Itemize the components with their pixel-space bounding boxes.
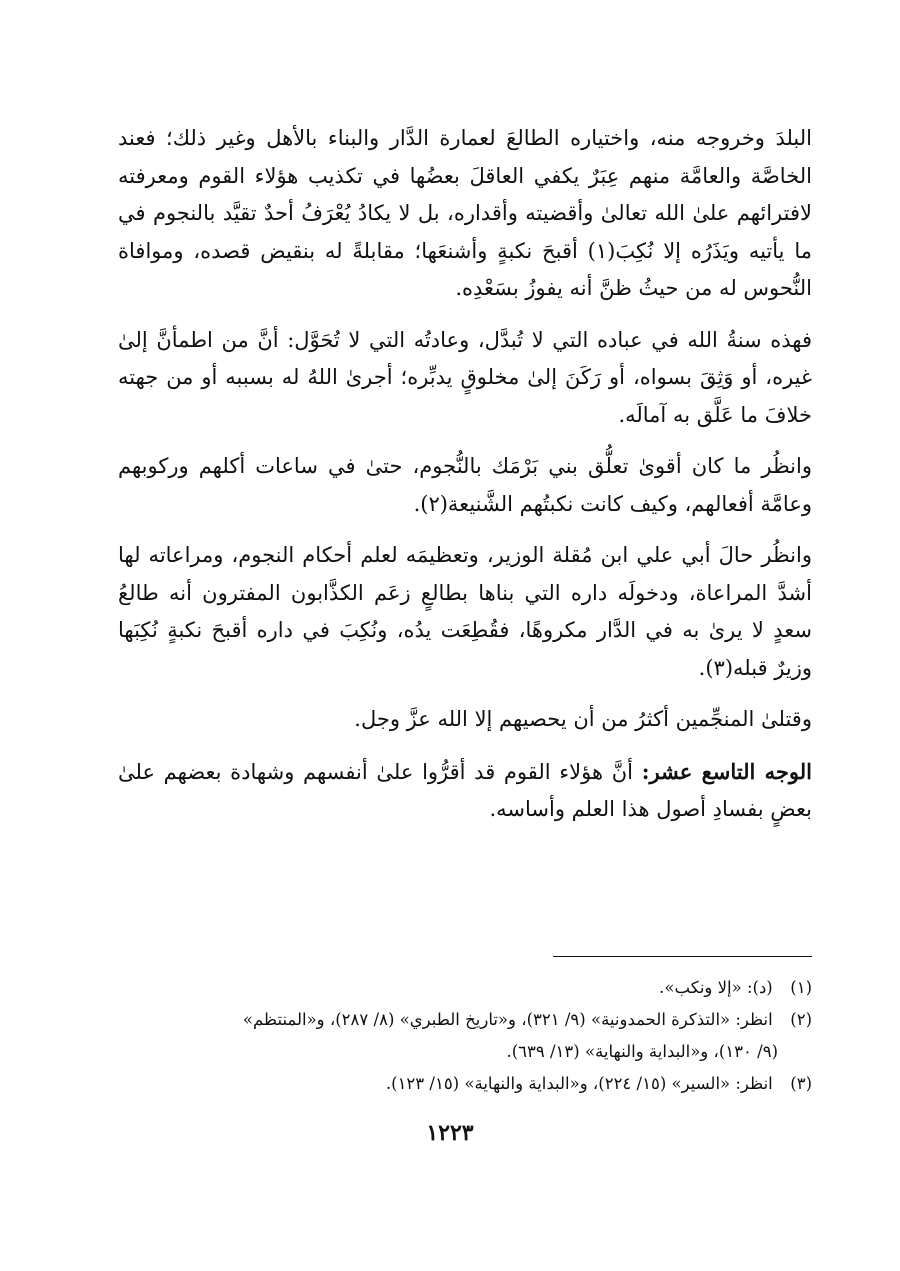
footnote-number: (٣) [790,1074,812,1093]
paragraph-1: البلدَ وخروجه منه، واختياره الطالعَ لعمارة الدَّار والبناء بالأهل وغير ذلك؛ فعند الخاصَّة والعامَّة منهم عِبَرٌ يكفي العاقلَ بعضُها في تكذيب هؤلاء القوم ومعرفته لافترائهم علىٰ الله تعالىٰ وأقضيته وأقداره، بل لا يكادُ يُعْرَفُ أحدٌ تقيَّد بالنجوم في ما يأتيه ويَذَرُه إلا نُكِبَ(١) أقبحَ نكبةٍ وأشنعَها؛ مقابلةً له بنقيض قصده، وموافاة النُّحوس له من حيثُ ظنَّ أنه يفوزُ بسَعْدِه. [118,126,812,300]
paragraph-6-text: أنَّ هؤلاء القوم قد أقرُّوا علىٰ أنفسهم وشهادة بعضهم علىٰ بعضٍ بفسادِ أصول هذا العلم وأساسه. [118,759,812,821]
footnote-text: (د): «إلا ونكب». [659,978,773,997]
page-number: ١٢٢٣ [426,1120,474,1146]
footnote-1 [118,972,812,1004]
footnote-separator [553,956,812,957]
paragraph-3: وانظُر ما كان أقوىٰ تعلُّق بني بَرْمَك بالنُّجوم، حتىٰ في ساعات أكلهم وركوبهم وعامَّة أفعالهم، وكيف كانت نكبتُهم الشَّنيعة(٢). [118,454,812,516]
paragraph-5: وقتلىٰ المنجِّمين أكثرُ من أن يحصيهم إلا الله عزَّ وجل. [354,707,812,731]
paragraph-2: فهذه سنةُ الله في عباده التي لا تُبدَّل، وعادتُه التي لا تُحَوَّل: أنَّ من اطمأنَّ إلىٰ غيره، أو وَثِقَ بسواه، أو رَكَنَ إلىٰ مخلوقٍ يدبِّره؛ أجرىٰ اللهُ له بسببه أو من جهته خلافَ ما عَلَّق به آمالَه. [118,327,812,427]
footnote-text-continued: (٩/ ١٣٠)، و«البداية والنهاية» (١٣/ ٦٣٩). [506,1042,778,1061]
paragraph-4: وانظُر حالَ أبي علي ابن مُقلة الوزير، وتعظيمَه لعلم أحكام النجوم، ومراعاته لها أشدَّ المراعاة، ودخولَه داره التي بناها بطالعٍ زعَم الكذَّابون المفترون أنه طالعُ سعدٍ لا يرىٰ به في الدَّار مكروهًا، فقُطِعَت يدُه، ونُكِبَ في داره أقبحَ نكبةٍ نُكِبَها وزيرٌ قبله(٣). [118,543,812,680]
footnotes [118,972,812,1100]
paragraph-6 [118,753,812,829]
section-heading: الوجه التاسع عشر: [641,758,812,784]
footnote-text: انظر: «التذكرة الحمدونية» (٩/ ٣٢١)، و«تاريخ الطبري» (٨/ ٢٨٧)، و«المنتظم» [242,1010,773,1029]
footnote-number: (٢) [790,1010,812,1029]
main-text [118,120,812,843]
footnote-2 [118,1004,812,1068]
footnote-3 [118,1068,812,1100]
footnote-text: انظر: «السير» (١٥/ ٢٢٤)، و«البداية والنهاية» (١٥/ ١٢٣). [385,1074,773,1093]
footnote-number: (١) [790,978,812,997]
